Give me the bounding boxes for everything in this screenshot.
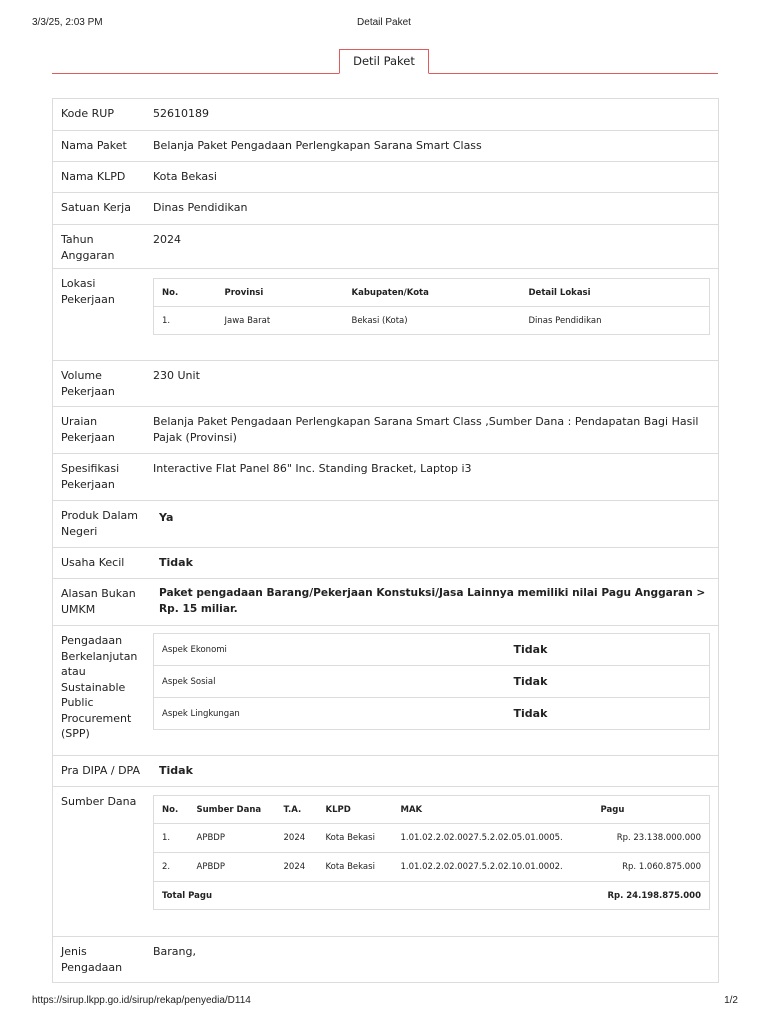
value-tahun-anggaran: 2024 xyxy=(153,233,181,246)
row-pra-dipa xyxy=(53,756,718,787)
lokasi-col-detail: Detail Lokasi xyxy=(528,287,591,298)
sd-cell-pagu: Rp. 23.138.000.000 xyxy=(583,824,710,853)
label-sumber-dana: Sumber Dana xyxy=(61,795,137,808)
lokasi-cell-no: 1. xyxy=(154,307,217,335)
value-nama-paket: Belanja Paket Pengadaan Perlengkapan Sarana Smart Class xyxy=(153,139,482,152)
sd-cell-sumber: APBDP xyxy=(189,853,276,882)
sd-cell-ta: 2024 xyxy=(276,824,318,853)
spp-aspek-lingkungan: Aspek Lingkungan xyxy=(154,698,506,730)
label-usaha-kecil: Usaha Kecil xyxy=(61,556,125,569)
detail-table xyxy=(52,98,719,983)
spp-value-sosial: Tidak xyxy=(506,666,710,698)
label-uraian-pekerjaan: Uraian Pekerjaan xyxy=(61,415,115,444)
total-pagu-value: Rp. 24.198.875.000 xyxy=(583,882,710,910)
sd-col-ta: T.A. xyxy=(283,804,302,815)
print-page-number: 1/2 xyxy=(724,995,738,1006)
value-nama-klpd: Kota Bekasi xyxy=(153,170,217,183)
sd-cell-mak: 1.01.02.2.02.0027.5.2.02.10.01.0002. xyxy=(393,853,583,882)
sumber-dana-header-row xyxy=(154,796,710,824)
row-produk-dalam-negeri xyxy=(53,501,718,548)
row-jenis-pengadaan xyxy=(53,937,718,983)
sd-cell-klpd: Kota Bekasi xyxy=(318,824,393,853)
print-url: https://sirup.lkpp.go.id/sirup/rekap/penyedia/D114 xyxy=(32,995,251,1006)
value-kode-rup: 52610189 xyxy=(153,107,209,120)
row-spesifikasi-pekerjaan xyxy=(53,454,718,501)
lokasi-cell-provinsi: Jawa Barat xyxy=(217,307,344,335)
sd-col-sumber: Sumber Dana xyxy=(196,804,262,815)
spp-table xyxy=(153,633,710,730)
row-nama-klpd xyxy=(53,162,718,193)
sd-cell-pagu: Rp. 1.060.875.000 xyxy=(583,853,710,882)
value-jenis-pengadaan: Barang, xyxy=(153,945,197,958)
sd-cell-no: 1. xyxy=(154,824,189,853)
table-row xyxy=(154,307,710,335)
label-produk-dalam-negeri: Produk Dalam Negeri xyxy=(61,509,138,538)
print-datetime: 3/3/25, 2:03 PM xyxy=(32,17,103,28)
label-volume-pekerjaan: Volume Pekerjaan xyxy=(61,369,115,398)
value-alasan-bukan-umkm: Paket pengadaan Barang/Pekerjaan Konstuksi/Jasa Lainnya memiliki nilai Pagu Anggaran > Rp. 15 miliar. xyxy=(159,587,706,615)
total-pagu-row xyxy=(154,882,710,910)
row-sumber-dana xyxy=(53,787,718,937)
spp-value-lingkungan: Tidak xyxy=(506,698,710,730)
lokasi-cell-detail: Dinas Pendidikan xyxy=(521,307,710,335)
label-pra-dipa: Pra DIPA / DPA xyxy=(61,764,140,777)
lokasi-cell-kabupaten: Bekasi (Kota) xyxy=(344,307,521,335)
label-jenis-pengadaan: Jenis Pengadaan xyxy=(61,945,123,974)
sd-col-klpd: KLPD xyxy=(325,804,351,815)
sd-cell-klpd: Kota Bekasi xyxy=(318,853,393,882)
value-uraian-pekerjaan: Belanja Paket Pengadaan Perlengkapan Sarana Smart Class ,Sumber Dana : Pendapatan Bagi Hasil Pajak (Provinsi) xyxy=(153,415,699,444)
table-row xyxy=(154,666,710,698)
sd-cell-no: 2. xyxy=(154,853,189,882)
label-nama-paket: Nama Paket xyxy=(61,139,127,152)
spp-value-ekonomi: Tidak xyxy=(513,643,548,656)
sd-col-pagu: Pagu xyxy=(600,804,625,815)
print-page-title: Detail Paket xyxy=(357,17,411,28)
row-spp xyxy=(53,626,718,756)
label-satuan-kerja: Satuan Kerja xyxy=(61,201,131,214)
value-volume-pekerjaan: 230 Unit xyxy=(153,369,200,382)
table-row xyxy=(154,634,710,666)
value-pra-dipa: Tidak xyxy=(159,764,193,777)
table-row xyxy=(154,853,710,882)
sd-col-no: No. xyxy=(162,804,179,815)
lokasi-col-no: No. xyxy=(162,287,179,298)
value-satuan-kerja: Dinas Pendidikan xyxy=(153,201,248,214)
row-lokasi-pekerjaan xyxy=(53,269,718,361)
row-satuan-kerja xyxy=(53,193,718,225)
sd-col-mak: MAK xyxy=(400,804,423,815)
sumber-dana-table xyxy=(153,795,710,910)
label-alasan-bukan-umkm: Alasan Bukan UMKM xyxy=(61,587,136,616)
table-row xyxy=(154,698,710,730)
label-tahun-anggaran: Tahun Anggaran xyxy=(61,233,115,262)
spp-aspek-sosial: Aspek Sosial xyxy=(154,666,506,698)
row-kode-rup xyxy=(53,99,718,131)
value-produk-dalam-negeri: Ya xyxy=(159,511,174,524)
row-tahun-anggaran xyxy=(53,225,718,269)
label-spp: Pengadaan Berkelanjutan atau Sustainable Public Procurement (SPP) xyxy=(61,634,138,740)
sd-cell-mak: 1.01.02.2.02.0027.5.2.02.05.01.0005. xyxy=(393,824,583,853)
spp-aspek-ekonomi: Aspek Ekonomi xyxy=(162,644,227,655)
tab-detil-paket[interactable]: Detil Paket xyxy=(339,49,429,74)
row-nama-paket xyxy=(53,131,718,162)
sd-cell-sumber: APBDP xyxy=(189,824,276,853)
row-alasan-bukan-umkm xyxy=(53,579,718,626)
label-kode-rup: Kode RUP xyxy=(61,107,114,120)
label-nama-klpd: Nama KLPD xyxy=(61,170,126,183)
lokasi-header-row xyxy=(154,279,710,307)
total-pagu-label: Total Pagu xyxy=(154,882,583,910)
row-volume-pekerjaan xyxy=(53,361,718,407)
value-spesifikasi-pekerjaan: Interactive Flat Panel 86" Inc. Standing Bracket, Laptop i3 xyxy=(153,462,472,475)
lokasi-col-provinsi: Provinsi xyxy=(224,287,264,298)
value-usaha-kecil: Tidak xyxy=(159,556,193,569)
label-spesifikasi-pekerjaan: Spesifikasi Pekerjaan xyxy=(61,462,120,491)
row-uraian-pekerjaan xyxy=(53,407,718,454)
lokasi-table xyxy=(153,278,710,335)
label-lokasi-pekerjaan: Lokasi Pekerjaan xyxy=(61,277,115,306)
row-usaha-kecil xyxy=(53,548,718,579)
table-row xyxy=(154,824,710,853)
lokasi-col-kabupaten: Kabupaten/Kota xyxy=(351,287,429,298)
sd-cell-ta: 2024 xyxy=(276,853,318,882)
